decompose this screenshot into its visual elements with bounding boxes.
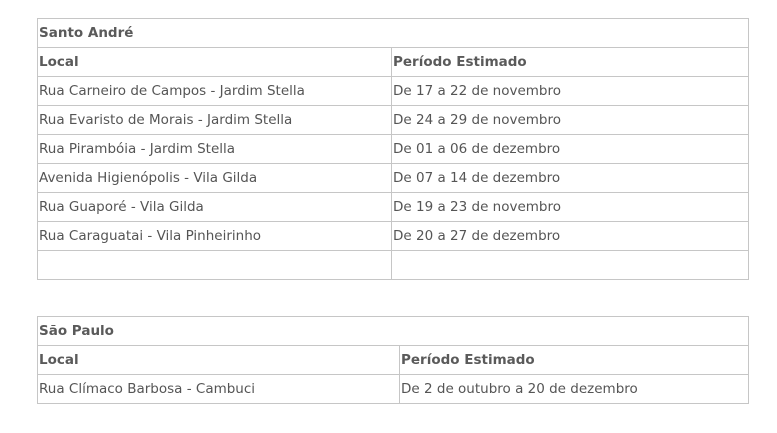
cell-local: Rua Clímaco Barbosa - Cambuci — [38, 375, 400, 404]
cell-periodo: De 24 a 29 de novembro — [392, 106, 749, 135]
table-row — [38, 164, 749, 193]
table-row — [38, 222, 749, 251]
cell-periodo: De 19 a 23 de novembro — [392, 193, 749, 222]
cell-local: Rua Carneiro de Campos - Jardim Stella — [38, 77, 392, 106]
sao-paulo-table — [37, 316, 749, 404]
table-row — [38, 106, 749, 135]
table-row — [38, 375, 749, 404]
table-header-row — [38, 346, 749, 375]
table-header-row — [38, 48, 749, 77]
cell-local: Rua Guaporé - Vila Gilda — [38, 193, 392, 222]
table-row — [38, 77, 749, 106]
cell-periodo: De 20 a 27 de dezembro — [392, 222, 749, 251]
santo-andre-table — [37, 18, 749, 280]
table-title: Santo André — [38, 19, 749, 48]
table-row — [38, 135, 749, 164]
table-row — [38, 193, 749, 222]
cell-local: Rua Caraguatai - Vila Pinheirinho — [38, 222, 392, 251]
cell-periodo: De 01 a 06 de dezembro — [392, 135, 749, 164]
column-header-local: Local — [38, 48, 392, 77]
cell-periodo: De 17 a 22 de novembro — [392, 77, 749, 106]
cell-periodo — [392, 251, 749, 280]
cell-local — [38, 251, 392, 280]
column-header-periodo: Período Estimado — [392, 48, 749, 77]
column-header-periodo: Período Estimado — [400, 346, 749, 375]
cell-periodo: De 07 a 14 de dezembro — [392, 164, 749, 193]
cell-local: Avenida Higienópolis - Vila Gilda — [38, 164, 392, 193]
table-title-row — [38, 19, 749, 48]
table-row-empty — [38, 251, 749, 280]
cell-local: Rua Pirambóia - Jardim Stella — [38, 135, 392, 164]
table-title-row — [38, 317, 749, 346]
column-header-local: Local — [38, 346, 400, 375]
table-title: São Paulo — [38, 317, 749, 346]
cell-local: Rua Evaristo de Morais - Jardim Stella — [38, 106, 392, 135]
cell-periodo: De 2 de outubro a 20 de dezembro — [400, 375, 749, 404]
